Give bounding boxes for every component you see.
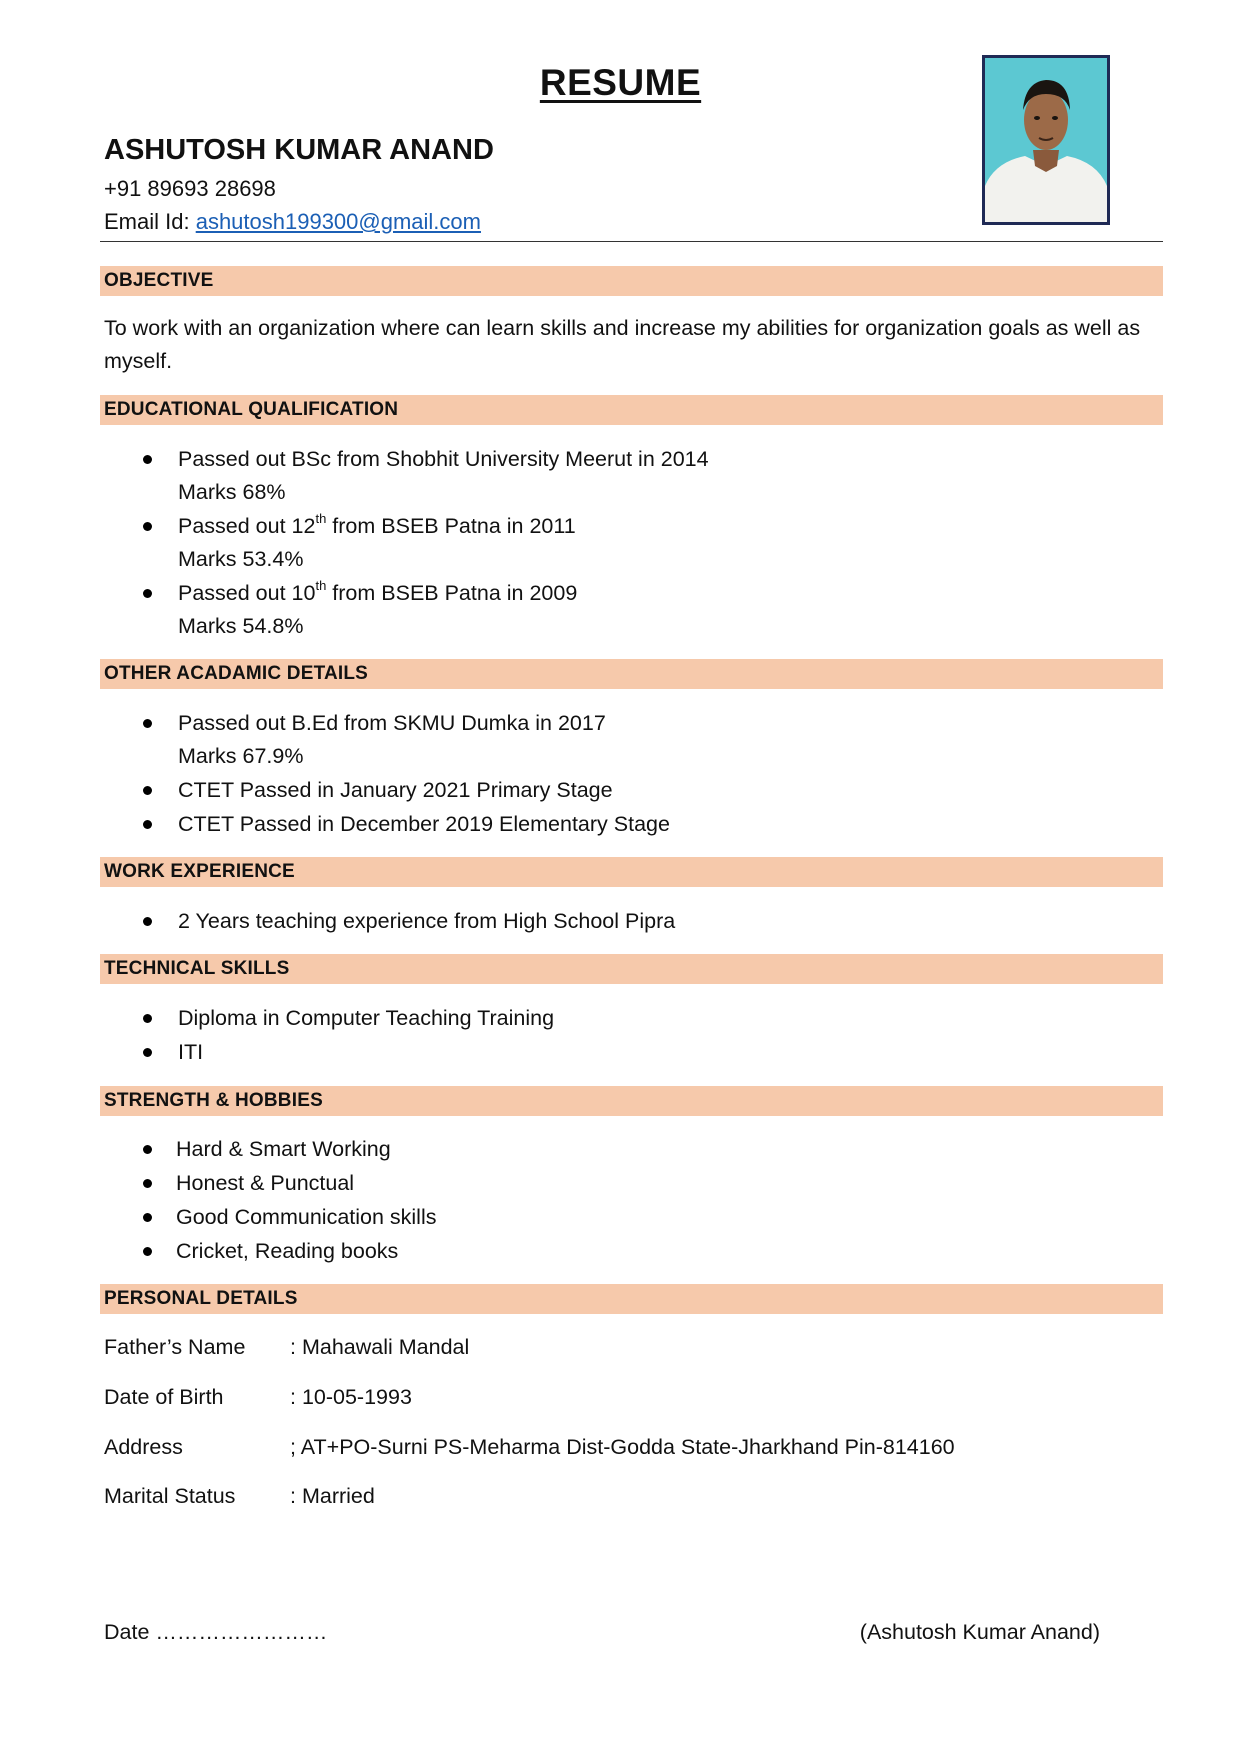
- email-label: Email Id:: [104, 209, 196, 234]
- candidate-name: ASHUTOSH KUMAR ANAND: [104, 134, 494, 166]
- hobby-item-text: Cricket, Reading books: [176, 1239, 399, 1263]
- person-photo-icon: [985, 58, 1107, 222]
- personal-label: Marital Status: [104, 1484, 236, 1508]
- bullet-icon: [143, 820, 152, 829]
- section-heading-other-academic: OTHER ACADAMIC DETAILS: [100, 659, 1163, 689]
- education-item-text: Passed out 10th from BSEB Patna in 2009: [178, 577, 578, 605]
- academic-marks: Marks 67.9%: [178, 744, 304, 768]
- bullet-icon: [143, 589, 152, 598]
- personal-value: : Mahawali Mandal: [290, 1335, 470, 1359]
- hobby-item-text: Honest & Punctual: [176, 1171, 355, 1195]
- section-heading-technical-skills: TECHNICAL SKILLS: [100, 954, 1163, 984]
- academic-item-text: CTET Passed in December 2019 Elementary Stage: [178, 812, 670, 836]
- hobby-item-text: Good Communication skills: [176, 1205, 437, 1229]
- education-marks: Marks 68%: [178, 480, 286, 504]
- work-item-text: 2 Years teaching experience from High School Pipra: [178, 909, 676, 933]
- personal-value: : Married: [290, 1484, 375, 1508]
- header-divider: [100, 241, 1163, 242]
- bullet-icon: [143, 719, 152, 728]
- education-item-text: Passed out 12th from BSEB Patna in 2011: [178, 510, 576, 538]
- section-heading-personal-details: PERSONAL DETAILS: [100, 1284, 1163, 1314]
- skill-item-text: Diploma in Computer Teaching Training: [178, 1006, 555, 1030]
- personal-label: Address: [104, 1435, 183, 1459]
- section-heading-work-experience: WORK EXPERIENCE: [100, 857, 1163, 887]
- email-line: [104, 209, 481, 235]
- bullet-icon: [143, 1213, 152, 1222]
- signature-name: (Ashutosh Kumar Anand): [859, 1620, 1100, 1644]
- personal-label: Father’s Name: [104, 1335, 246, 1359]
- personal-value: ; AT+PO-Surni PS-Meharma Dist-Godda State-Jharkhand Pin-814160: [290, 1435, 955, 1459]
- bullet-icon: [143, 1014, 152, 1023]
- date-line: Date ……………………: [104, 1620, 328, 1644]
- section-heading-hobbies: STRENGTH & HOBBIES: [100, 1086, 1163, 1116]
- personal-value: : 10-05-1993: [290, 1385, 412, 1409]
- resume-title: RESUME: [539, 62, 702, 103]
- bullet-icon: [143, 522, 152, 531]
- bullet-icon: [143, 1247, 152, 1256]
- bullet-icon: [143, 786, 152, 795]
- profile-photo: [982, 55, 1110, 225]
- email-link[interactable]: ashutosh199300@gmail.com: [195, 209, 481, 234]
- personal-label: Date of Birth: [104, 1385, 224, 1409]
- bullet-icon: [143, 455, 152, 464]
- bullet-icon: [143, 1048, 152, 1057]
- education-item-text: Passed out BSc from Shobhit University Meerut in 2014: [178, 447, 709, 471]
- bullet-icon: [143, 917, 152, 926]
- objective-text: To work with an organization where can learn skills and increase my abilities for organization goals as well as myself.: [104, 316, 1141, 373]
- section-heading-education: EDUCATIONAL QUALIFICATION: [100, 395, 1163, 425]
- phone-number: +91 89693 28698: [104, 176, 276, 201]
- hobby-item-text: Hard & Smart Working: [176, 1137, 391, 1161]
- bullet-icon: [143, 1145, 152, 1154]
- education-marks: Marks 53.4%: [178, 547, 304, 571]
- bullet-icon: [143, 1179, 152, 1188]
- education-marks: Marks 54.8%: [178, 614, 304, 638]
- academic-item-text: CTET Passed in January 2021 Primary Stage: [178, 778, 613, 802]
- skill-item-text: ITI: [178, 1040, 204, 1064]
- section-heading-objective: OBJECTIVE: [100, 266, 1163, 296]
- academic-item-text: Passed out B.Ed from SKMU Dumka in 2017: [178, 711, 606, 735]
